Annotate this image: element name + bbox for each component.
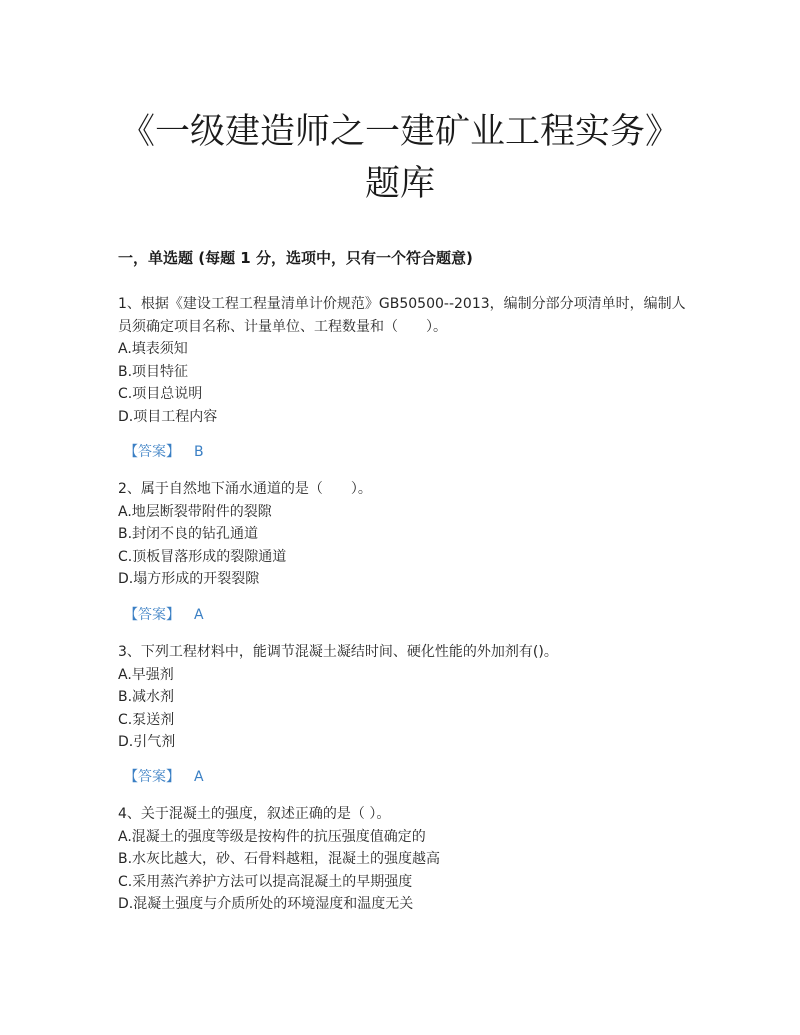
question-1 [118,293,688,428]
question-option: D.塌方形成的开裂裂隙 [118,571,260,587]
question-option: A.混凝土的强度等级是按构件的抗压强度值确定的 [118,828,426,845]
question-option: C.顶板冒落形成的裂隙通道 [118,548,287,565]
question-option: D.引气剂 [118,734,176,750]
question-option: B.减水剂 [118,689,175,705]
question-option: C.泵送剂 [118,711,175,728]
question-option: B.封闭不良的钻孔通道 [118,526,259,542]
question-option: C.项目总说明 [118,386,203,402]
answer-label: 【答案】 [124,769,180,785]
question-stem: 2、属于自然地下涌水通道的是（ ）。 [118,481,372,497]
answer-1 [124,441,204,463]
document-title [0,106,800,210]
question-option: D.混凝土强度与介质所处的环境湿度和温度无关 [118,896,414,912]
answer-value: B [194,444,204,460]
document-title-line1: 《一级建造师之一建矿业工程实务》 [119,112,680,152]
question-option: A.地层断裂带附件的裂隙 [118,503,272,520]
question-option: B.水灰比越大，砂、石骨料越粗，混凝土的强度越高 [118,851,441,867]
question-stem: 4、关于混凝土的强度，叙述正确的是（ ）。 [118,806,391,822]
answer-label: 【答案】 [124,607,180,623]
question-3 [118,641,688,754]
question-option: A.早强剂 [118,666,174,683]
section-heading: 一，单选题 (每题 1 分，选项中，只有一个符合题意) [118,249,473,267]
answer-3 [124,766,204,788]
question-option: C.采用蒸汽养护方法可以提高混凝土的早期强度 [118,873,413,890]
answer-value: A [194,607,204,623]
question-stem: 1、根据《建设工程工程量清单计价规范》GB50500--2013，编制分部分项清单时，编制人员须确定项目名称、计量单位、工程数量和（ ）。 [118,296,686,335]
question-2 [118,478,688,591]
question-option: B.项目特征 [118,363,189,380]
document-title-line2: 题库 [364,164,435,204]
answer-2 [124,604,204,626]
answer-value: A [194,769,204,785]
question-stem: 3、下列工程材料中，能调节混凝土凝结时间、硬化性能的外加剂有()。 [118,644,558,660]
question-option: D.项目工程内容 [118,408,218,425]
question-4 [118,803,688,916]
answer-label: 【答案】 [124,444,180,460]
question-option: A.填表须知 [118,341,188,357]
